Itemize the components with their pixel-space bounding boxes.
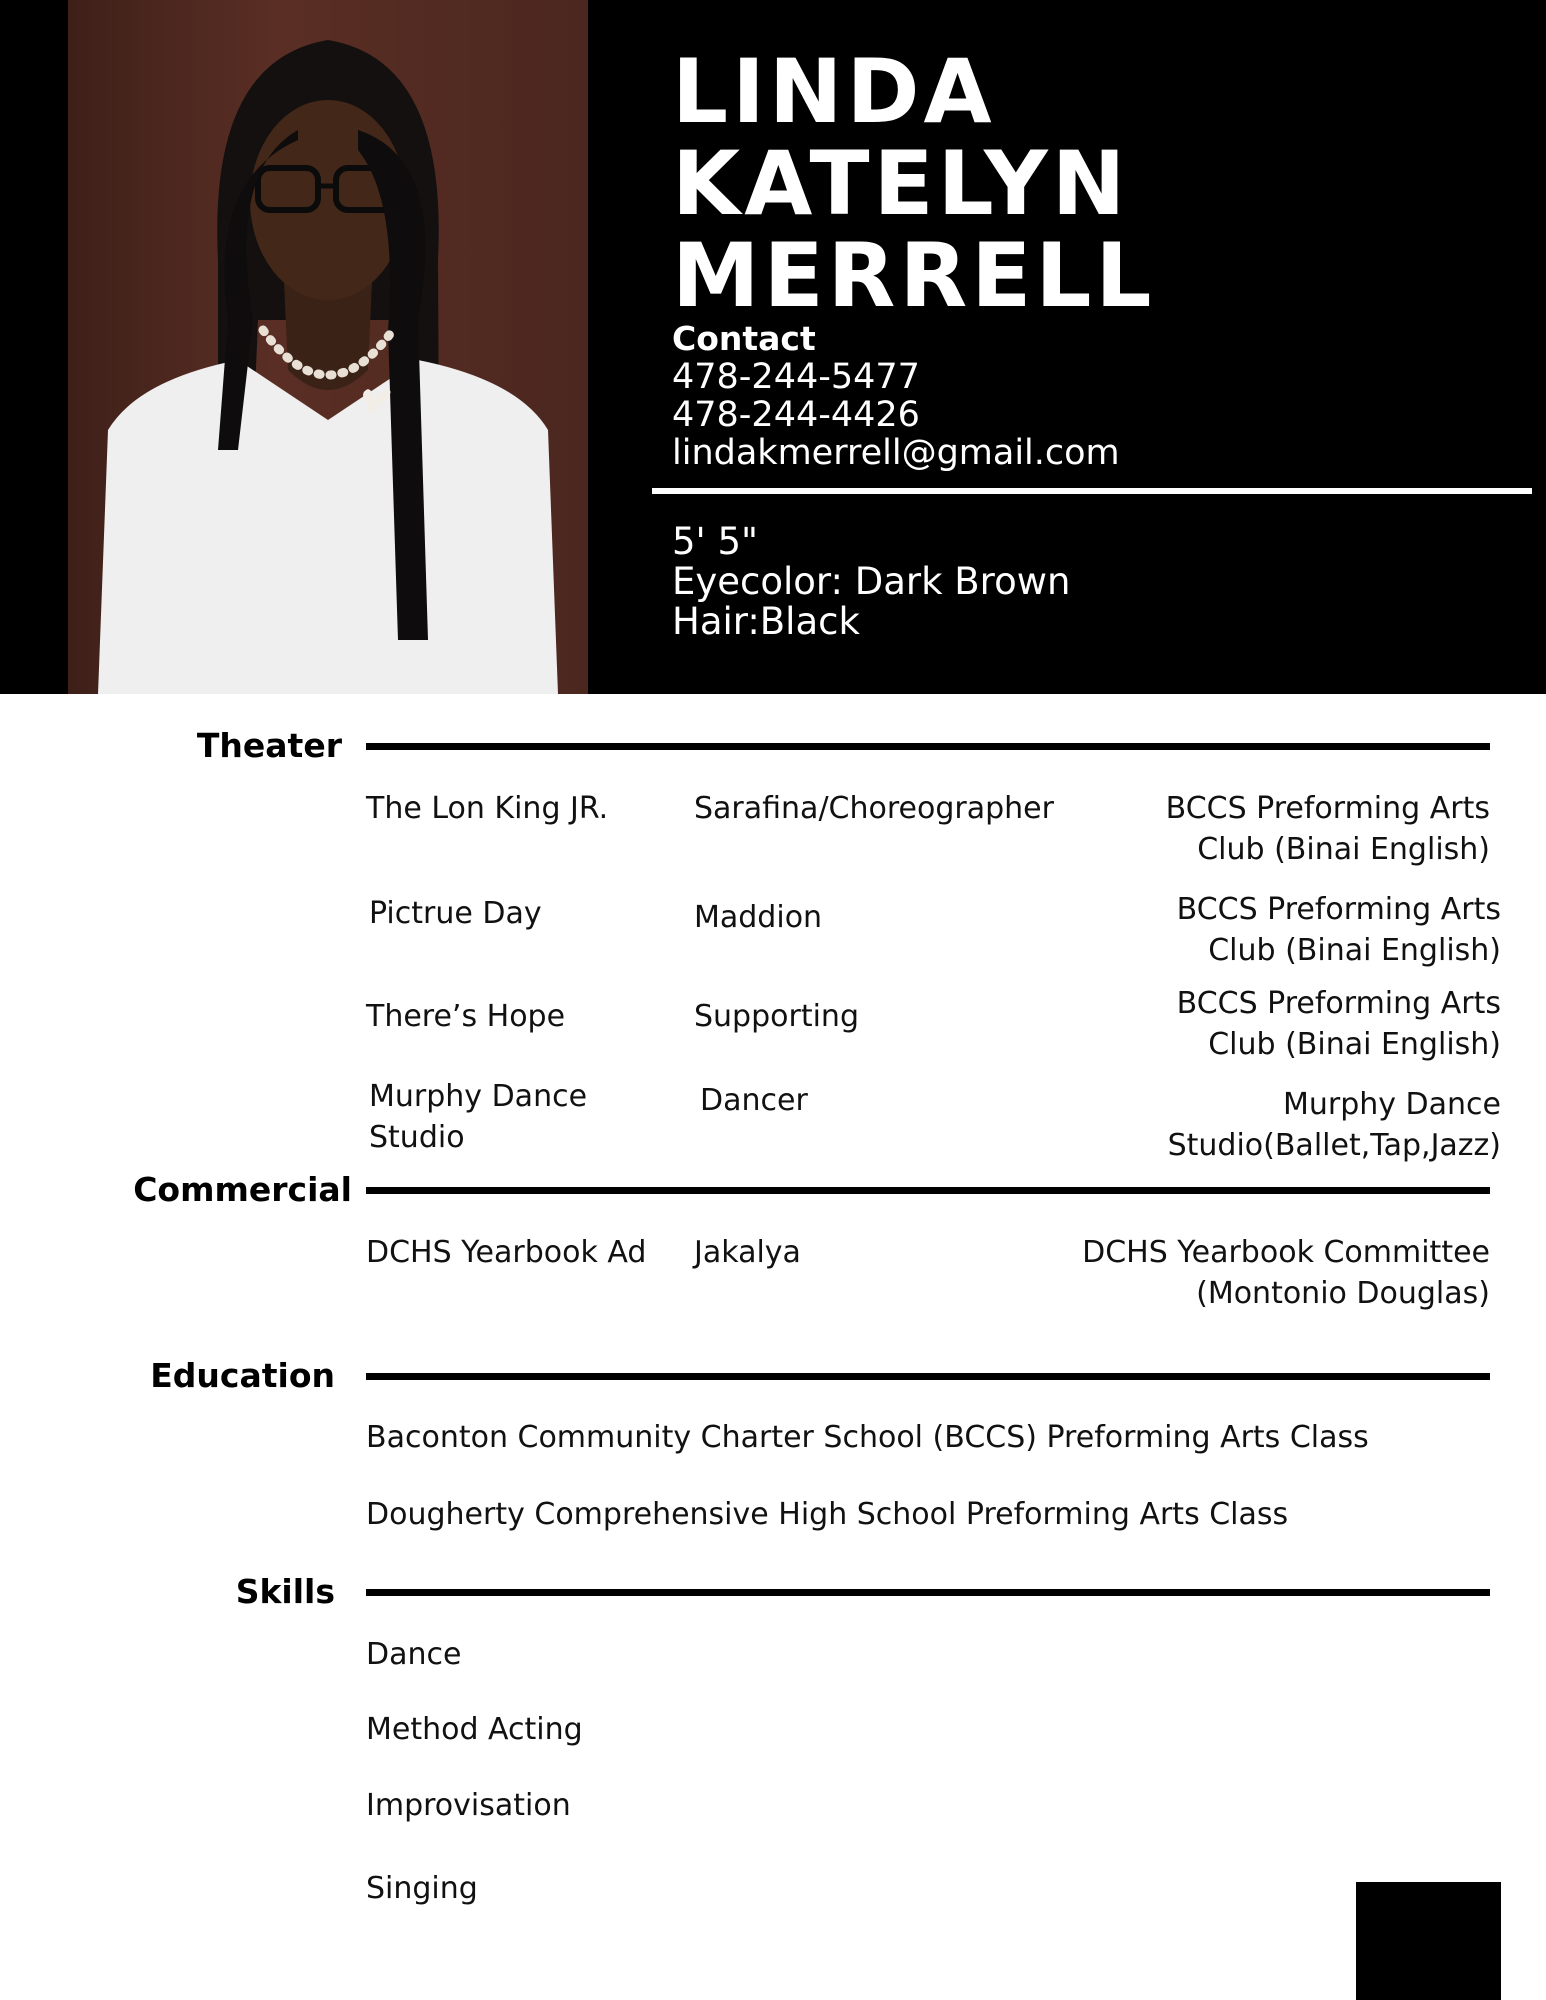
- contact-label: Contact: [672, 319, 816, 358]
- contact-block: [672, 320, 1120, 472]
- skill-item: Singing: [366, 1871, 478, 1906]
- theater-company-line: BCCS Preforming Arts: [1165, 791, 1490, 826]
- eyecolor-stat: Eyecolor: Dark Brown: [672, 560, 1071, 603]
- theater-company: [1166, 788, 1490, 870]
- section-rule-theater: [366, 743, 1490, 750]
- theater-production-line: Studio: [369, 1120, 465, 1155]
- theater-production: Pictrue Day: [369, 896, 542, 931]
- name-line-first: LINDA: [672, 40, 996, 143]
- theater-role: Sarafina/Choreographer: [694, 791, 1054, 826]
- theater-company: [1177, 889, 1501, 971]
- theater-production: [369, 1076, 587, 1158]
- theater-role: Supporting: [694, 999, 859, 1034]
- section-title-commercial: Commercial: [133, 1170, 352, 1209]
- physical-stats: [672, 522, 1070, 642]
- commercial-production: DCHS Yearbook Ad: [366, 1235, 647, 1270]
- phone-secondary: 478-244-4426: [672, 395, 920, 435]
- theater-company-line: Club (Binai English): [1208, 933, 1501, 968]
- theater-company-line: Studio(Ballet,Tap,Jazz): [1167, 1128, 1501, 1163]
- headshot-photo: [68, 0, 588, 694]
- theater-production: There’s Hope: [366, 999, 566, 1034]
- commercial-company-line: DCHS Yearbook Committee: [1082, 1235, 1490, 1270]
- theater-company-line: Murphy Dance: [1282, 1087, 1501, 1122]
- header-divider: [652, 488, 1532, 494]
- name-line-middle: KATELYN: [672, 132, 1130, 235]
- section-title-skills: Skills: [235, 1572, 335, 1611]
- name-line-last: MERRELL: [672, 224, 1156, 327]
- commercial-company-line: (Montonio Douglas): [1196, 1276, 1490, 1311]
- skill-item: Dance: [366, 1637, 462, 1672]
- section-rule-commercial: [366, 1187, 1490, 1194]
- theater-production-line: Murphy Dance: [369, 1079, 588, 1114]
- education-item: Dougherty Comprehensive High School Preforming Arts Class: [366, 1497, 1289, 1532]
- theater-company-line: Club (Binai English): [1197, 832, 1490, 867]
- section-rule-education: [366, 1373, 1490, 1380]
- commercial-company: [1082, 1232, 1490, 1314]
- theater-company: [1168, 1084, 1501, 1166]
- section-rule-skills: [366, 1589, 1490, 1596]
- section-title-theater: Theater: [196, 726, 342, 765]
- phone-primary: 478-244-5477: [672, 357, 920, 397]
- commercial-role: Jakalya: [694, 1235, 801, 1270]
- theater-company: [1177, 983, 1501, 1065]
- theater-production: The Lon King JR.: [366, 791, 609, 826]
- skill-item: Method Acting: [366, 1712, 583, 1747]
- candidate-name: [672, 40, 1156, 327]
- skill-item: Improvisation: [366, 1788, 571, 1823]
- corner-decoration-block: [1356, 1882, 1501, 2000]
- education-item: Baconton Community Charter School (BCCS) Preforming Arts Class: [366, 1420, 1369, 1455]
- theater-role: Maddion: [694, 900, 823, 935]
- theater-role: Dancer: [700, 1083, 808, 1118]
- hair-stat: Hair:Black: [672, 600, 860, 643]
- header-band: [0, 0, 1546, 694]
- theater-company-line: BCCS Preforming Arts: [1176, 986, 1501, 1021]
- section-title-education: Education: [150, 1356, 335, 1395]
- height-stat: 5' 5": [672, 520, 759, 563]
- headshot-illustration: [68, 0, 588, 694]
- theater-company-line: BCCS Preforming Arts: [1176, 892, 1501, 927]
- email-address: lindakmerrell@gmail.com: [672, 433, 1120, 473]
- theater-company-line: Club (Binai English): [1208, 1027, 1501, 1062]
